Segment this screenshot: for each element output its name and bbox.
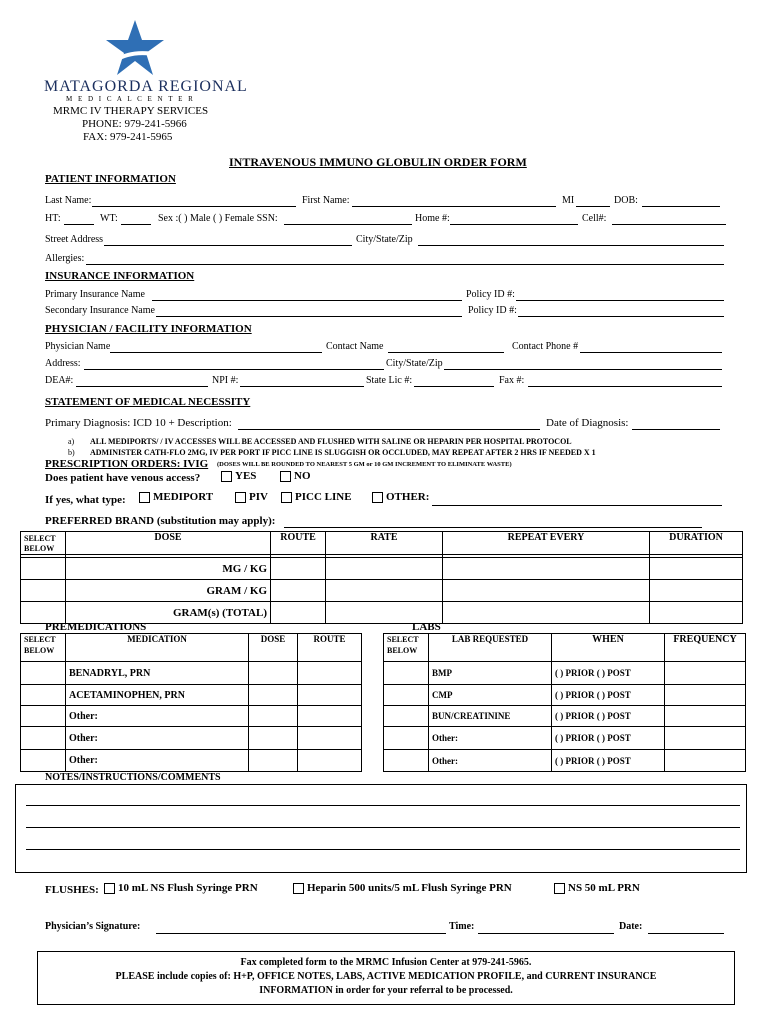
lab-select-cell[interactable]: [384, 750, 429, 772]
lab-name: BMP: [429, 662, 552, 685]
premed-dose-cell[interactable]: [249, 706, 298, 727]
contact-phone-field[interactable]: [580, 352, 722, 353]
protocol-a-label: a): [68, 437, 75, 446]
picc-checkbox[interactable]: [281, 492, 292, 503]
brand-field[interactable]: [284, 527, 702, 528]
signature-field[interactable]: [156, 933, 446, 934]
dose-header-select: SELECT BELOW: [21, 532, 66, 555]
dose-row-gramtotal: GRAM(s) (TOTAL): [66, 602, 271, 624]
dose-header-dose: DOSE: [66, 532, 271, 555]
notes-box[interactable]: [15, 784, 747, 873]
brand-label: PREFERRED BRAND (substitution may apply):: [45, 515, 276, 527]
rx-note: (DOSES WILL BE ROUNDED TO NEAREST 5 GM or 10 GM INCREMENT TO ELIMINATE WASTE): [217, 461, 512, 468]
time-label: Time:: [449, 921, 475, 932]
dose-header-rate: RATE: [326, 532, 443, 555]
dose-select-cell[interactable]: [21, 580, 66, 602]
policy1-label: Policy ID #:: [466, 289, 515, 300]
premed-route-cell[interactable]: [298, 706, 362, 727]
policy2-label: Policy ID #:: [468, 305, 517, 316]
date-label: Date:: [619, 921, 643, 932]
dob-label: DOB:: [614, 195, 638, 206]
diagnosis-label: Primary Diagnosis: ICD 10 + Description:: [45, 417, 232, 429]
logo-name: MATAGORDA REGIONAL: [44, 78, 248, 95]
allergies-field[interactable]: [86, 264, 724, 265]
premed-select-cell[interactable]: [21, 727, 66, 750]
ht-label: HT:: [45, 213, 61, 224]
diagnosis-field[interactable]: [238, 429, 540, 430]
premeds-table: [20, 633, 362, 772]
notes-heading: NOTES/INSTRUCTIONS/COMMENTS: [45, 772, 221, 783]
venous-no: [280, 470, 311, 482]
premed-route-cell[interactable]: [298, 662, 362, 685]
duration-cell[interactable]: [650, 602, 743, 624]
labs-heading: LABS: [412, 621, 441, 633]
footer-line-2: PLEASE include copies of: H+P, OFFICE NOTES, LABS, ACTIVE MEDICATION PROFILE, and CURRENT INSURANCE: [115, 971, 657, 982]
lab-select-cell[interactable]: [384, 685, 429, 706]
premed-select-cell[interactable]: [21, 706, 66, 727]
flush-3-label: NS 50 mL PRN: [568, 882, 640, 894]
premed-select-cell[interactable]: [21, 662, 66, 685]
npi-field[interactable]: [240, 386, 364, 387]
premed-row[interactable]: Other:: [66, 750, 249, 772]
premed-route-cell[interactable]: [298, 685, 362, 706]
flush-3-checkbox[interactable]: [554, 883, 565, 894]
physician-name-field[interactable]: [110, 352, 322, 353]
mediport-option: [139, 491, 213, 503]
premed-route-cell[interactable]: [298, 750, 362, 772]
cell-field[interactable]: [612, 224, 726, 225]
mi-label: MI: [562, 195, 575, 206]
premed-select-cell[interactable]: [21, 750, 66, 772]
rate-cell[interactable]: [326, 580, 443, 602]
premed-select-cell[interactable]: [21, 685, 66, 706]
lab-select-cell[interactable]: [384, 662, 429, 685]
premeds-header-select: SELECT BELOW: [21, 634, 66, 662]
piv-option: [235, 491, 268, 503]
primary-insurance-label: Primary Insurance Name: [45, 289, 145, 300]
lab-name: BUN/CREATININE: [429, 706, 552, 727]
dose-header-repeat: REPEAT EVERY: [443, 532, 650, 555]
no-checkbox[interactable]: [280, 471, 291, 482]
footer-line-3: INFORMATION in order for your referral to be processed.: [259, 985, 513, 996]
lab-frequency-cell[interactable]: [665, 662, 746, 685]
lab-when[interactable]: ( ) PRIOR ( ) POST: [552, 685, 665, 706]
home-phone-label: Home #:: [415, 213, 450, 224]
diagnosis-date-field[interactable]: [632, 429, 720, 430]
dept-fax: FAX: 979-241-5965: [83, 131, 173, 143]
repeat-cell[interactable]: [443, 602, 650, 624]
venous-yes: [221, 470, 256, 482]
picc-label: PICC LINE: [295, 491, 352, 503]
dose-row-gramkg: GRAM / KG: [66, 580, 271, 602]
repeat-cell[interactable]: [443, 580, 650, 602]
lab-when[interactable]: ( ) PRIOR ( ) POST: [552, 706, 665, 727]
premeds-heading: PREMEDICATIONS: [45, 621, 147, 633]
flush-2-checkbox[interactable]: [293, 883, 304, 894]
other-checkbox[interactable]: [372, 492, 383, 503]
dea-label: DEA#:: [45, 375, 74, 386]
physician-city-field[interactable]: [444, 369, 722, 370]
duration-cell[interactable]: [650, 558, 743, 580]
sex-ssn-label: Sex :( ) Male ( ) Female SSN:: [158, 213, 278, 224]
street-label: Street Address: [45, 234, 104, 245]
first-name-field[interactable]: [352, 206, 556, 207]
dept-phone: PHONE: 979-241-5966: [82, 118, 187, 130]
rate-cell[interactable]: [326, 558, 443, 580]
notes-line[interactable]: [26, 827, 740, 828]
lab-when[interactable]: ( ) PRIOR ( ) POST: [552, 750, 665, 772]
policy1-field[interactable]: [516, 300, 724, 301]
flush-1-label: 10 mL NS Flush Syringe PRN: [118, 882, 258, 894]
cell-label: Cell#:: [582, 213, 607, 224]
state-lic-label: State Lic #:: [366, 375, 413, 386]
ssn-field[interactable]: [284, 224, 412, 225]
yes-label: YES: [235, 470, 257, 482]
premeds-header-route: ROUTE: [298, 634, 362, 662]
premeds-header-dose: DOSE: [249, 634, 298, 662]
last-name-label: Last Name:: [45, 195, 92, 206]
protocol-b-text: ADMINISTER CATH-FLO 2MG, IV PER PORT IF PICC LINE IS SLUGGISH OR OCCLUDED, MAY REPEAT AFTER 2 HRS IF NEEDED X 1: [90, 448, 596, 457]
labs-header-lab: LAB REQUESTED: [429, 634, 552, 662]
mi-field[interactable]: [576, 206, 610, 207]
protocol-a-text: ALL MEDIPORTS/ / IV ACCESSES WILL BE ACCESSED AND FLUSHED WITH SALINE OR HEPARIN PER HOSPITAL PROTOCOL: [90, 437, 572, 446]
dea-field[interactable]: [76, 386, 208, 387]
flush-option-3: [554, 882, 640, 894]
lab-when[interactable]: ( ) PRIOR ( ) POST: [552, 727, 665, 750]
flush-2-label: Heparin 500 units/5 mL Flush Syringe PRN: [307, 882, 512, 894]
other-access-field[interactable]: [432, 505, 722, 506]
dose-header-duration: DURATION: [650, 532, 743, 555]
premed-dose-cell[interactable]: [249, 662, 298, 685]
mediport-label: MEDIPORT: [153, 491, 214, 503]
patient-heading: PATIENT INFORMATION: [45, 173, 176, 185]
ht-field[interactable]: [64, 224, 94, 225]
necessity-heading: STATEMENT OF MEDICAL NECESSITY: [45, 396, 251, 408]
dob-field[interactable]: [642, 206, 720, 207]
city-label: City/State/Zip: [356, 234, 413, 245]
premed-row: ACETAMINOPHEN, PRN: [66, 685, 249, 706]
home-phone-field[interactable]: [450, 224, 578, 225]
physician-heading: PHYSICIAN / FACILITY INFORMATION: [45, 323, 252, 335]
primary-insurance-field[interactable]: [152, 300, 462, 301]
lab-select-cell[interactable]: [384, 706, 429, 727]
premed-dose-cell[interactable]: [249, 727, 298, 750]
labs-header-select: SELECT BELOW: [384, 634, 429, 662]
lab-name: CMP: [429, 685, 552, 706]
lab-when[interactable]: ( ) PRIOR ( ) POST: [552, 662, 665, 685]
notes-line[interactable]: [26, 805, 740, 806]
star-logo-icon: [104, 18, 166, 78]
wt-label: WT:: [100, 213, 118, 224]
npi-label: NPI #:: [212, 375, 239, 386]
flushes-label: FLUSHES:: [45, 884, 99, 896]
dose-table: [20, 531, 743, 624]
wt-field[interactable]: [121, 224, 151, 225]
venous-question: Does patient have venous access?: [45, 472, 201, 484]
flush-option-2: [293, 882, 512, 894]
physician-fax-label: Fax #:: [499, 375, 525, 386]
labs-table: [383, 633, 746, 772]
contact-phone-label: Contact Phone #: [512, 341, 579, 352]
contact-name-field[interactable]: [388, 352, 504, 353]
logo-subtitle: M E D I C A L C E N T E R: [66, 95, 195, 103]
lab-frequency-cell[interactable]: [665, 685, 746, 706]
footer-box: [37, 951, 735, 1005]
signature-label: Physician’s Signature:: [45, 921, 141, 932]
premed-row[interactable]: Other:: [66, 727, 249, 750]
contact-name-label: Contact Name: [326, 341, 384, 352]
route-cell[interactable]: [271, 558, 326, 580]
physician-address-field[interactable]: [84, 369, 384, 370]
secondary-insurance-field[interactable]: [156, 316, 462, 317]
route-cell[interactable]: [271, 602, 326, 624]
city-field[interactable]: [418, 245, 724, 246]
physician-fax-field[interactable]: [528, 386, 722, 387]
repeat-cell[interactable]: [443, 558, 650, 580]
date-field[interactable]: [648, 933, 724, 934]
premeds-header-medication: MEDICATION: [66, 634, 249, 662]
state-lic-field[interactable]: [414, 386, 494, 387]
dose-row-mgkg: MG / KG: [66, 558, 271, 580]
secondary-insurance-label: Secondary Insurance Name: [45, 305, 155, 316]
premed-row[interactable]: Other:: [66, 706, 249, 727]
rx-heading: PRESCRIPTION ORDERS: IVIG: [45, 458, 209, 470]
lab-name[interactable]: Other:: [429, 750, 552, 772]
policy2-field[interactable]: [518, 316, 724, 317]
allergies-label: Allergies:: [45, 253, 85, 264]
lab-select-cell[interactable]: [384, 727, 429, 750]
duration-cell[interactable]: [650, 580, 743, 602]
protocol-b-label: b): [68, 448, 75, 457]
dept-name: MRMC IV THERAPY SERVICES: [53, 105, 209, 117]
lab-frequency-cell[interactable]: [665, 750, 746, 772]
flush-option-1: [104, 882, 258, 894]
street-field[interactable]: [104, 245, 352, 246]
access-type-question: If yes, what type:: [45, 494, 126, 506]
premed-row: BENADRYL, PRN: [66, 662, 249, 685]
mediport-checkbox[interactable]: [139, 492, 150, 503]
lab-name[interactable]: Other:: [429, 727, 552, 750]
dose-select-cell[interactable]: [21, 558, 66, 580]
time-field[interactable]: [478, 933, 614, 934]
premed-route-cell[interactable]: [298, 727, 362, 750]
other-option: [372, 491, 429, 503]
dose-header-route: ROUTE: [271, 532, 326, 555]
premed-dose-cell[interactable]: [249, 685, 298, 706]
notes-line[interactable]: [26, 849, 740, 850]
last-name-field[interactable]: [92, 206, 296, 207]
premed-dose-cell[interactable]: [249, 750, 298, 772]
no-label: NO: [294, 470, 311, 482]
labs-header-when: WHEN: [552, 634, 665, 662]
physician-name-label: Physician Name: [45, 341, 111, 352]
insurance-heading: INSURANCE INFORMATION: [45, 270, 195, 282]
form-title: INTRAVENOUS IMMUNO GLOBULIN ORDER FORM: [229, 155, 527, 169]
route-cell[interactable]: [271, 580, 326, 602]
lab-frequency-cell[interactable]: [665, 727, 746, 750]
diagnosis-date-label: Date of Diagnosis:: [546, 417, 629, 429]
footer-line-1: Fax completed form to the MRMC Infusion Center at 979-241-5965.: [240, 957, 532, 968]
flush-1-checkbox[interactable]: [104, 883, 115, 894]
physician-address-label: Address:: [45, 358, 81, 369]
picc-option: [281, 491, 352, 503]
piv-checkbox[interactable]: [235, 492, 246, 503]
other-label: OTHER:: [386, 491, 430, 503]
piv-label: PIV: [249, 491, 268, 503]
first-name-label: First Name:: [302, 195, 350, 206]
labs-header-frequency: FREQUENCY: [665, 634, 746, 662]
lab-frequency-cell[interactable]: [665, 706, 746, 727]
yes-checkbox[interactable]: [221, 471, 232, 482]
physician-city-label: City/State/Zip: [386, 358, 443, 369]
